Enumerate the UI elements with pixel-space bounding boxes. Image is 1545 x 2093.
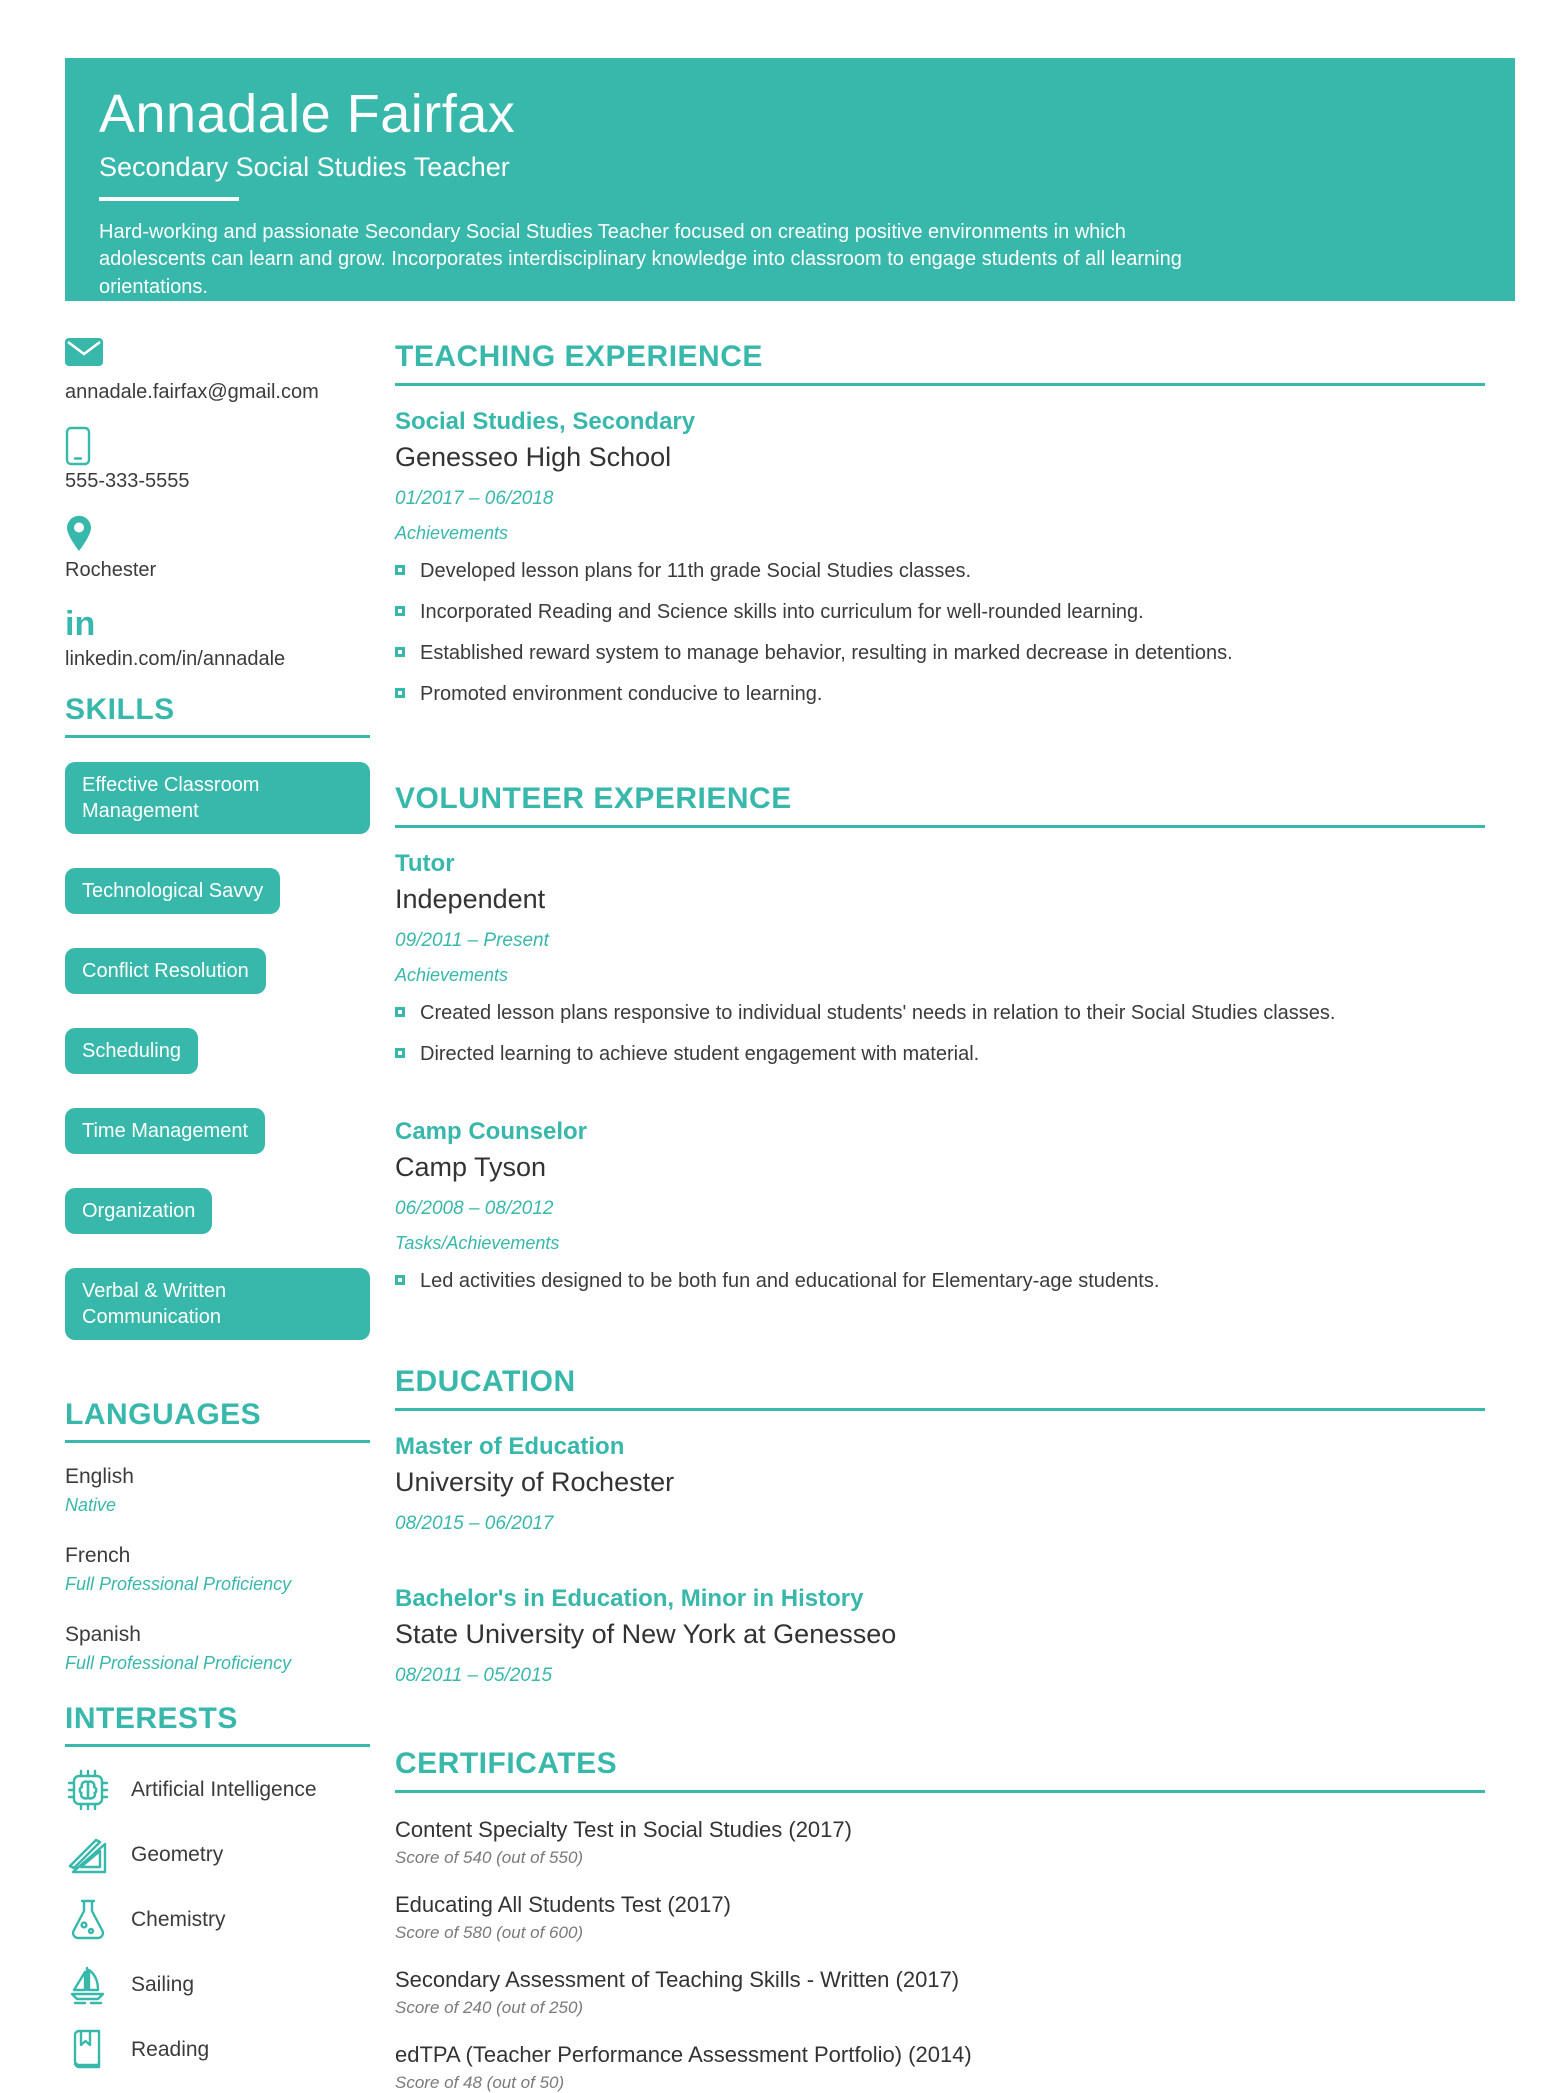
languages-list <box>65 1465 370 1674</box>
certificate-title: edTPA (Teacher Performance Assessment Portfolio) (2014) <box>395 2042 972 2067</box>
bullet-item <box>395 1000 1425 1027</box>
square-bullet-icon <box>395 688 405 698</box>
certificate-item <box>395 2042 1485 2093</box>
bullet-text: Directed learning to achieve student engagement with material. <box>420 1043 980 1065</box>
square-bullet-icon <box>395 1007 405 1017</box>
bullet-item <box>395 1041 1425 1068</box>
date-range: 09/2011 – Present <box>395 930 549 951</box>
bullet-item <box>395 640 1425 667</box>
skills-heading: SKILLS <box>65 693 370 738</box>
main-column <box>395 301 1485 2093</box>
bullet-text: Created lesson plans responsive to individual students' needs in relation to their Social Studies classes. <box>420 1002 1336 1024</box>
bullet-text: Established reward system to manage behavior, resulting in marked decrease in detentions. <box>420 642 1233 664</box>
bullet-text: Incorporated Reading and Science skills into curriculum for well-rounded learning. <box>420 601 1144 623</box>
interest-item <box>65 2027 370 2073</box>
language-item <box>65 1544 370 1595</box>
bullet-text: Promoted environment conducive to learning. <box>420 683 823 705</box>
bullet-item <box>395 558 1425 585</box>
experience-entry <box>395 850 1485 1068</box>
chemistry-flask-icon <box>65 1897 111 1943</box>
date-range: 01/2017 – 06/2018 <box>395 488 554 509</box>
location-value: Rochester <box>65 559 157 581</box>
skill-pill: Verbal & Written Communication <box>65 1268 370 1340</box>
certificate-score: Score of 48 (out of 50) <box>395 2073 565 2092</box>
square-bullet-icon <box>395 1048 405 1058</box>
skill-pill: Effective Classroom Management <box>65 762 370 834</box>
language-item <box>65 1465 370 1516</box>
degree-title: Master of Education <box>395 1433 625 1460</box>
experience-entry <box>395 408 1485 708</box>
interest-label: Chemistry <box>131 1908 226 1931</box>
position-title: Social Studies, Secondary <box>395 408 696 435</box>
contact-phone-row <box>65 426 370 493</box>
certificate-item <box>395 1967 1485 2018</box>
book-icon <box>65 2027 111 2073</box>
achievements-label: Achievements <box>395 965 509 985</box>
email-icon <box>65 337 370 377</box>
language-level: Full Professional Proficiency <box>65 1574 292 1594</box>
interest-item <box>65 1832 370 1878</box>
interest-label: Artificial Intelligence <box>131 1778 317 1801</box>
bullet-item <box>395 599 1425 626</box>
school-name: State University of New York at Genesseo <box>395 1619 897 1649</box>
date-range: 08/2015 – 06/2017 <box>395 1513 554 1534</box>
bullet-item <box>395 1268 1425 1295</box>
achievements-label: Achievements <box>395 523 509 543</box>
position-title: Tutor <box>395 850 455 877</box>
experience-entry <box>395 1118 1485 1295</box>
skill-pill: Organization <box>65 1188 212 1234</box>
certificate-title: Content Specialty Test in Social Studies (2017) <box>395 1817 852 1842</box>
degree-title: Bachelor's in Education, Minor in History <box>395 1585 864 1612</box>
bullet-list <box>395 558 1485 708</box>
education-heading: EDUCATION <box>395 1365 1485 1411</box>
language-name: Spanish <box>65 1623 141 1646</box>
bullet-list <box>395 1268 1485 1295</box>
bullet-list <box>395 1000 1485 1068</box>
position-title: Camp Counselor <box>395 1118 588 1145</box>
language-level: Native <box>65 1495 117 1515</box>
education-entry <box>395 1433 1485 1535</box>
volunteer-experience-heading: VOLUNTEER EXPERIENCE <box>395 782 1485 828</box>
contact-linkedin-row <box>65 604 370 671</box>
teaching-experience-heading: TEACHING EXPERIENCE <box>395 340 1485 386</box>
skill-pill: Scheduling <box>65 1028 198 1074</box>
bullet-text: Led activities designed to be both fun and educational for Elementary-age students. <box>420 1270 1160 1292</box>
interest-item <box>65 1767 370 1813</box>
linkedin-icon: in <box>65 605 96 643</box>
profile-summary: Hard-working and passionate Secondary Social Studies Teacher focused on creating positive environments in which adolescents can learn and grow. Incorporates interdisciplinary knowledge into classroom to engage students of all learning orientations. <box>99 220 1182 298</box>
skill-pill: Time Management <box>65 1108 265 1154</box>
language-name: French <box>65 1544 131 1567</box>
interest-item <box>65 1962 370 2008</box>
square-bullet-icon <box>395 1275 405 1285</box>
square-bullet-icon <box>395 565 405 575</box>
achievements-label: Tasks/Achievements <box>395 1233 560 1253</box>
contact-email-row <box>65 337 370 404</box>
certificate-item <box>395 1892 1485 1943</box>
ai-chip-icon <box>65 1767 111 1813</box>
organization-name: Camp Tyson <box>395 1152 547 1182</box>
date-range: 06/2008 – 08/2012 <box>395 1198 554 1219</box>
language-level: Full Professional Proficiency <box>65 1653 292 1673</box>
certificate-item <box>395 1817 1485 1868</box>
school-name: University of Rochester <box>395 1467 675 1497</box>
certificate-score: Score of 540 (out of 550) <box>395 1848 584 1867</box>
square-bullet-icon <box>395 606 405 616</box>
geometry-icon <box>65 1832 111 1878</box>
sidebar <box>65 301 370 2093</box>
bullet-item <box>395 681 1425 708</box>
title-underline <box>99 197 239 201</box>
header-banner <box>65 58 1515 301</box>
contact-section <box>65 337 370 671</box>
organization-name: Independent <box>395 884 546 914</box>
education-entry <box>395 1585 1485 1687</box>
language-name: English <box>65 1465 134 1488</box>
certificate-title: Educating All Students Test (2017) <box>395 1892 731 1917</box>
skills-list <box>65 762 370 1374</box>
interest-item <box>65 1897 370 1943</box>
languages-heading: LANGUAGES <box>65 1398 370 1443</box>
email-value[interactable]: annadale.fairfax@gmail.com <box>65 381 319 403</box>
person-job-title: Secondary Social Studies Teacher <box>99 151 510 182</box>
bullet-text: Developed lesson plans for 11th grade Social Studies classes. <box>420 560 972 582</box>
organization-name: Genesseo High School <box>395 442 672 472</box>
person-name: Annadale Fairfax <box>99 84 516 144</box>
interest-label: Geometry <box>131 1843 224 1866</box>
certificate-score: Score of 240 (out of 250) <box>395 1998 584 2017</box>
phone-value: 555-333-5555 <box>65 470 190 492</box>
skill-pill: Conflict Resolution <box>65 948 266 994</box>
interests-heading: INTERESTS <box>65 1702 370 1747</box>
phone-icon <box>65 426 370 466</box>
contact-location-row <box>65 515 370 582</box>
certificates-heading: CERTIFICATES <box>395 1747 1485 1793</box>
certificate-title: Secondary Assessment of Teaching Skills - Written (2017) <box>395 1967 960 1992</box>
location-pin-icon <box>65 515 370 555</box>
language-item <box>65 1623 370 1674</box>
interest-label: Reading <box>131 2038 210 2061</box>
square-bullet-icon <box>395 647 405 657</box>
date-range: 08/2011 – 05/2015 <box>395 1665 553 1686</box>
interests-list <box>65 1767 370 2073</box>
linkedin-value[interactable]: linkedin.com/in/annadale <box>65 648 286 670</box>
certificate-score: Score of 580 (out of 600) <box>395 1923 584 1942</box>
body-columns <box>65 301 1485 2093</box>
skill-pill: Technological Savvy <box>65 868 280 914</box>
sailboat-icon <box>65 1962 111 2008</box>
interest-label: Sailing <box>131 1973 195 1996</box>
